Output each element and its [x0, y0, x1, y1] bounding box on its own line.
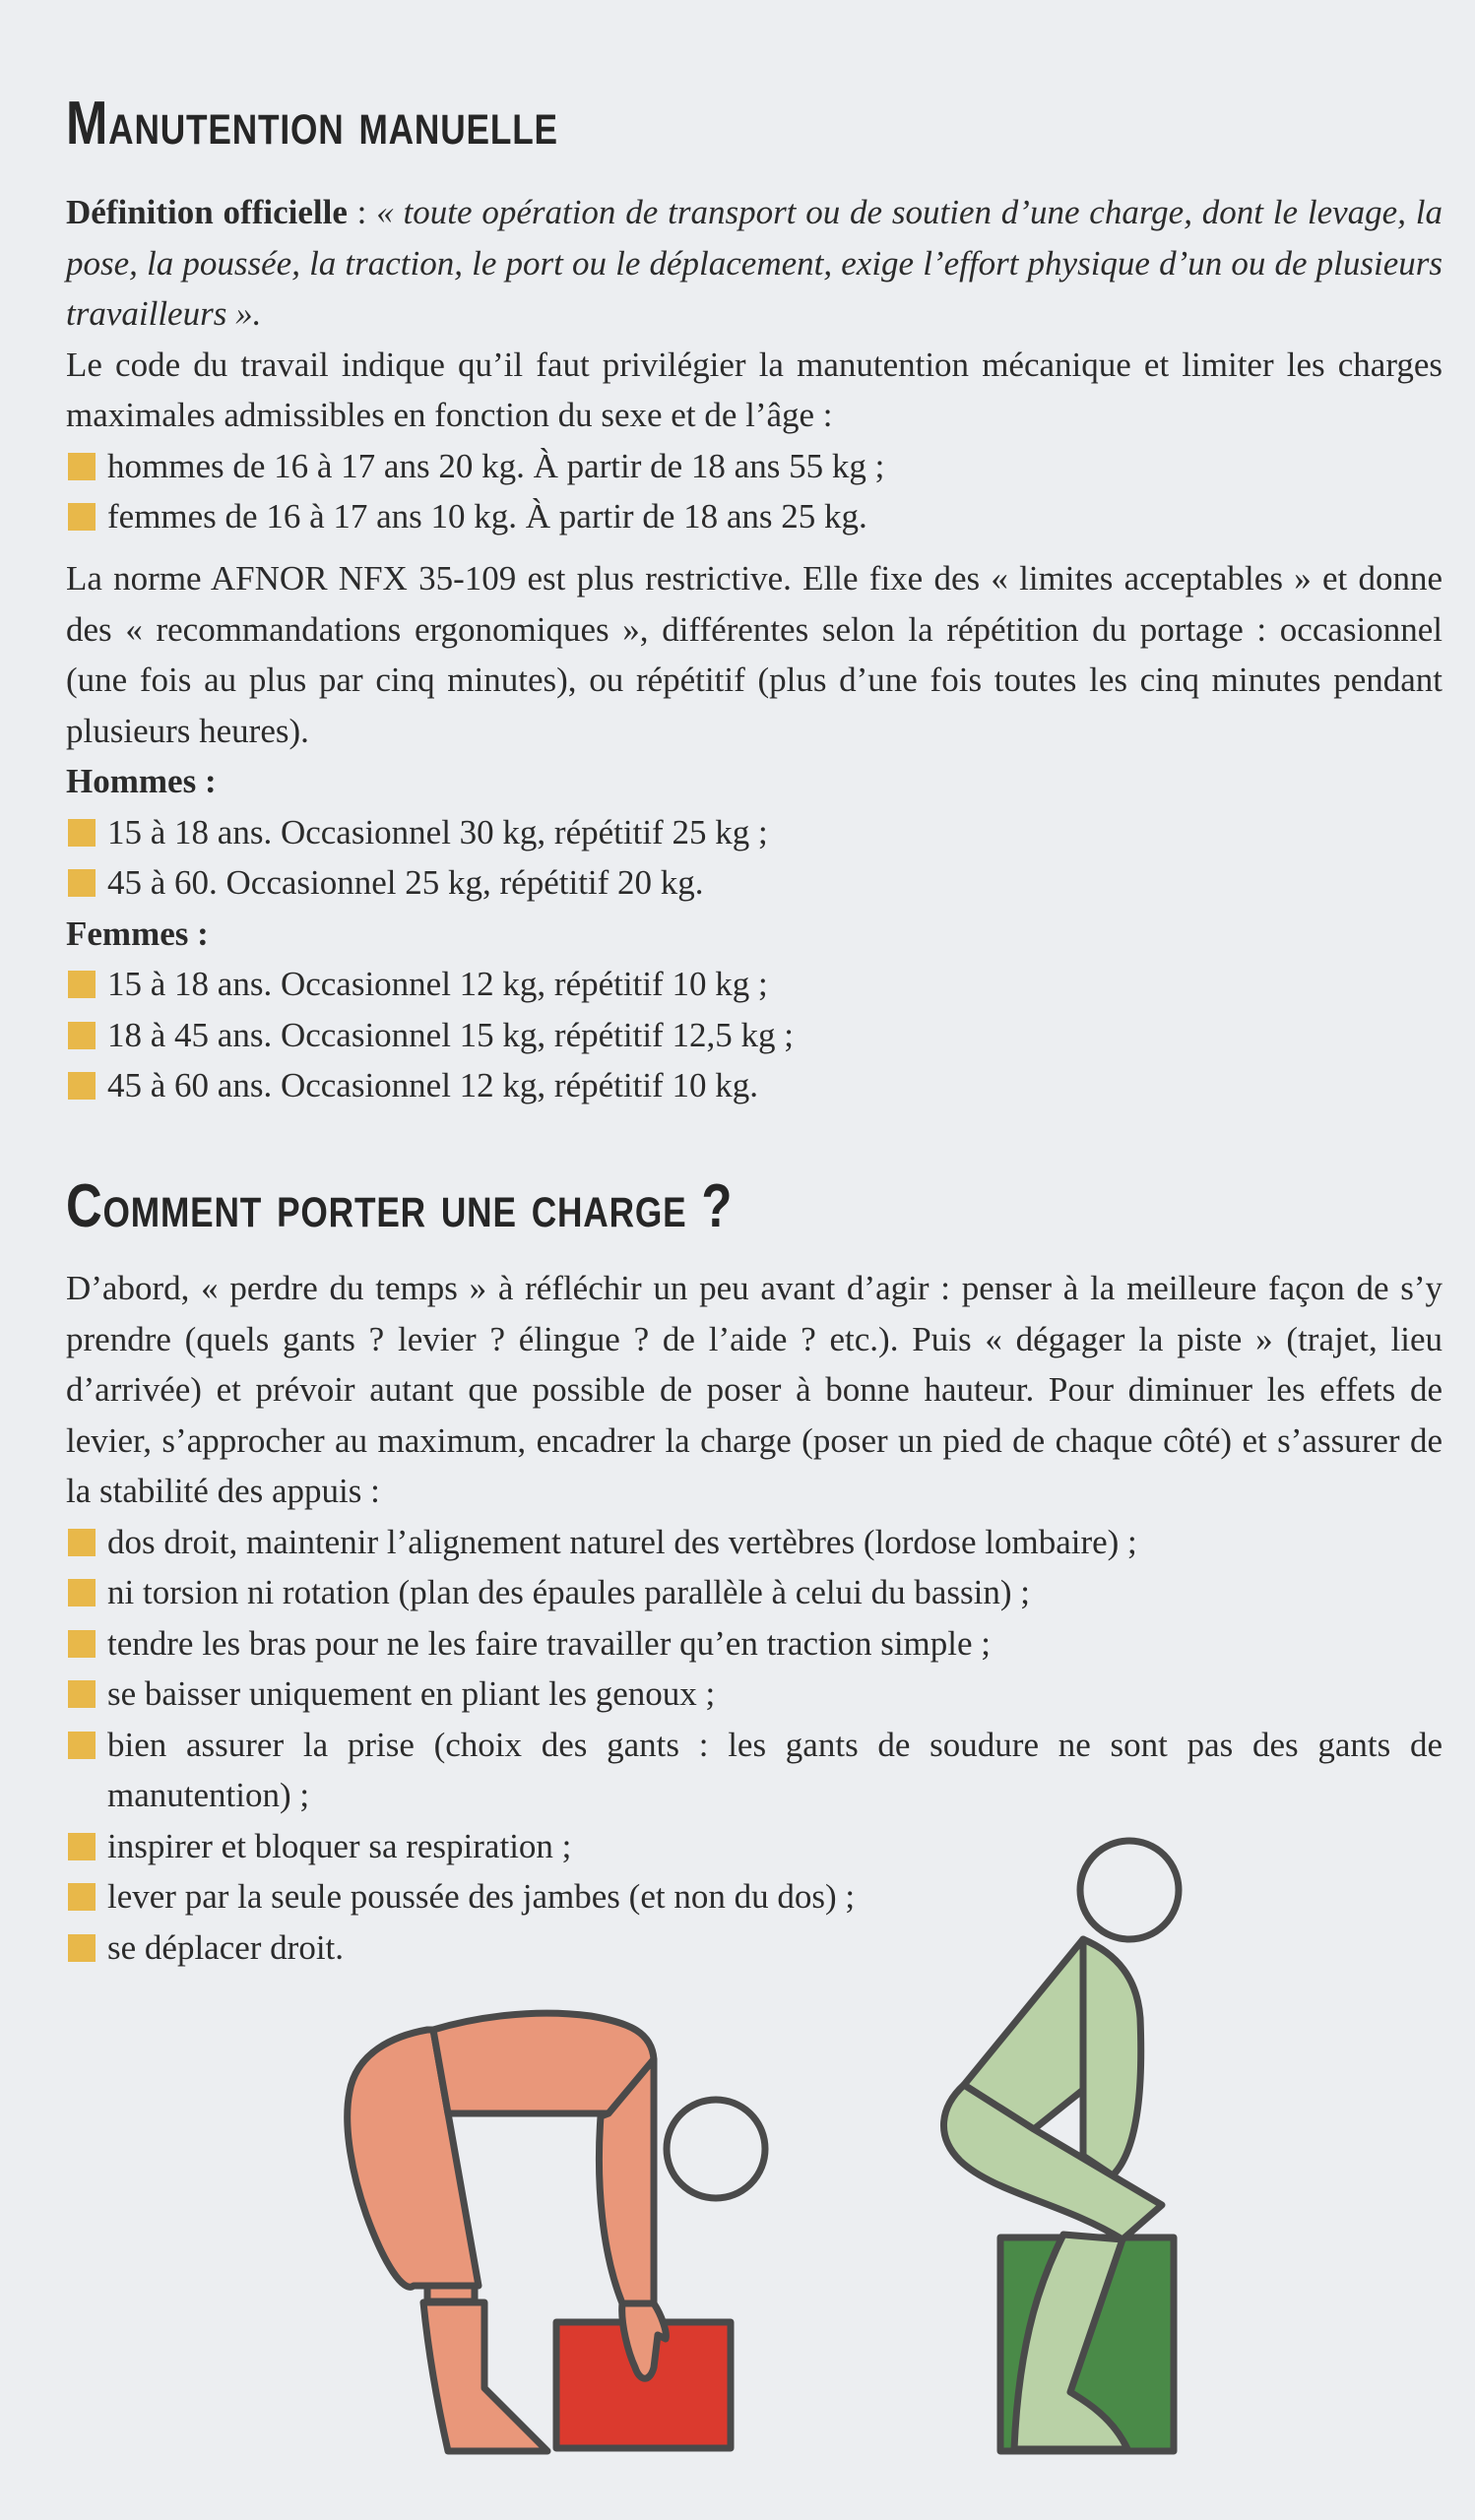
square-bullet-icon: [68, 1579, 96, 1606]
thigh: [348, 2030, 479, 2287]
torso: [433, 2013, 654, 2113]
square-bullet-icon: [68, 1630, 96, 1658]
list-item-text: tendre les bras pour ne les faire travailler qu’en traction simple ;: [107, 1623, 992, 1663]
list-item: [66, 1821, 1443, 1872]
afnor-paragraph: La norme AFNOR NFX 35-109 est plus restrictive. Elle fixe des « limites acceptables » et donne des « recommandations ergonomiques », différentes selon la répétition du portage : occasionnel (une fois au plus par cinq minutes), ou répétitif (plus d’une fois toutes les cinq minutes pendant plusieurs heures).: [66, 559, 1443, 750]
list-item-text: femmes de 16 à 17 ans 10 kg. À partir de 18 ans 25 kg.: [107, 497, 867, 536]
list-item: [66, 857, 1443, 909]
list-item: [66, 1010, 1443, 1061]
definition-text: « toute opération de transport ou de soutien d’une charge, dont le levage, la pose, la poussée, la traction, le port ou le déplacement, exige l’effort physique d’un ou de plusieurs travailleurs ».: [66, 193, 1443, 333]
list-item-text: hommes de 16 à 17 ans 20 kg. À partir de 18 ans 55 kg ;: [107, 446, 885, 485]
code-intro: Le code du travail indique qu’il faut privilégier la manutention mécanique et limiter les charges maximales admissibles en fonction du sexe et de l’âge :: [66, 345, 1443, 434]
definition-separator: :: [347, 193, 377, 231]
list-item: [66, 807, 1443, 858]
list-item-text: dos droit, maintenir l’alignement naturel des vertèbres (lordose lombaire) ;: [107, 1522, 1137, 1561]
list-item: [66, 1517, 1443, 1568]
arm: [599, 2059, 654, 2303]
list-item: [66, 1720, 1443, 1821]
square-bullet-icon: [68, 971, 96, 998]
square-bullet-icon: [68, 453, 96, 480]
square-bullet-icon: [68, 1022, 96, 1049]
square-bullet-icon: [68, 869, 96, 897]
list-item-text: 18 à 45 ans. Occasionnel 15 kg, répétitif 12,5 kg ;: [107, 1015, 794, 1054]
list-item-text: 45 à 60 ans. Occasionnel 12 kg, répétitif 10 kg.: [107, 1066, 758, 1104]
list-item-text: se baisser uniquement en pliant les genoux ;: [107, 1674, 716, 1713]
square-bullet-icon: [68, 503, 96, 531]
square-bullet-icon: [68, 1732, 96, 1759]
list-item: [66, 491, 1443, 542]
list-item-text: 45 à 60. Occasionnel 25 kg, répétitif 20 kg.: [107, 863, 704, 902]
shin: [1014, 2235, 1127, 2449]
arm: [1083, 1939, 1141, 2175]
definition-label: Définition officielle: [66, 193, 348, 231]
code-list: [66, 441, 1443, 542]
red-box: [556, 2322, 731, 2448]
knee: [427, 2286, 475, 2301]
square-bullet-icon: [68, 819, 96, 847]
list-item: [66, 1871, 1443, 1922]
section-title-comment: Comment porter une charge ?: [66, 1172, 734, 1240]
list-item: [66, 1669, 1443, 1720]
square-bullet-icon: [68, 1934, 96, 1962]
list-item: [66, 1618, 1443, 1670]
hommes-heading: Hommes :: [66, 762, 217, 800]
section-title-manutention: Manutention manuelle: [66, 90, 558, 158]
list-item-text: inspirer et bloquer sa respiration ;: [107, 1826, 572, 1865]
list-item-text: lever par la seule poussée des jambes (et non du dos) ;: [107, 1877, 856, 1916]
square-bullet-icon: [68, 1072, 96, 1100]
list-item-text: 15 à 18 ans. Occasionnel 12 kg, répétitif 10 kg ;: [107, 965, 768, 1003]
femmes-heading: Femmes :: [66, 914, 209, 953]
square-bullet-icon: [68, 1529, 96, 1556]
comment-intro: D’abord, « perdre du temps » à réfléchir un peu avant d’agir : penser à la meilleure façon de s’y prendre (quels gants ? levier ? élingue ? de l’aide ? etc.). Puis « dégager la piste » (trajet, lieu d’arrivée) et prévoir autant que possible de poser à bonne hauteur. Pour diminuer les effets de levier, s’approcher au maximum, encadrer la charge (poser un pied de chaque côté) et s’assurer de la stabilité des appuis :: [66, 1269, 1443, 1510]
list-item-text: bien assurer la prise (choix des gants : les gants de soudure ne sont pas des gants de manutention) ;: [107, 1725, 1443, 1814]
list-item: [66, 959, 1443, 1010]
head: [667, 2100, 765, 2198]
list-item-text: 15 à 18 ans. Occasionnel 30 kg, répétitif 25 kg ;: [107, 812, 768, 851]
list-item: [66, 1060, 1443, 1111]
femmes-list: [66, 959, 1443, 1111]
definition-paragraph: [66, 187, 1443, 340]
list-item-text: se déplacer droit.: [107, 1927, 345, 1967]
square-bullet-icon: [68, 1680, 96, 1708]
list-item-text: ni torsion ni rotation (plan des épaules parallèle à celui du bassin) ;: [107, 1573, 1030, 1611]
list-item: [66, 1922, 1443, 1974]
comment-list: [66, 1517, 1443, 1974]
list-item: [66, 1567, 1443, 1618]
comment-block: [66, 1263, 1443, 1973]
lower-leg: [423, 2302, 547, 2451]
hommes-list: [66, 807, 1443, 909]
bent-back-lifting-figure-icon: [348, 2013, 765, 2451]
hand: [622, 2303, 667, 2378]
definition-block: [66, 187, 1443, 542]
list-item: [66, 441, 1443, 492]
square-bullet-icon: [68, 1883, 96, 1911]
square-bullet-icon: [68, 1833, 96, 1860]
afnor-block: [66, 553, 1443, 1111]
thigh: [943, 2085, 1162, 2239]
green-box: [1000, 2237, 1174, 2451]
